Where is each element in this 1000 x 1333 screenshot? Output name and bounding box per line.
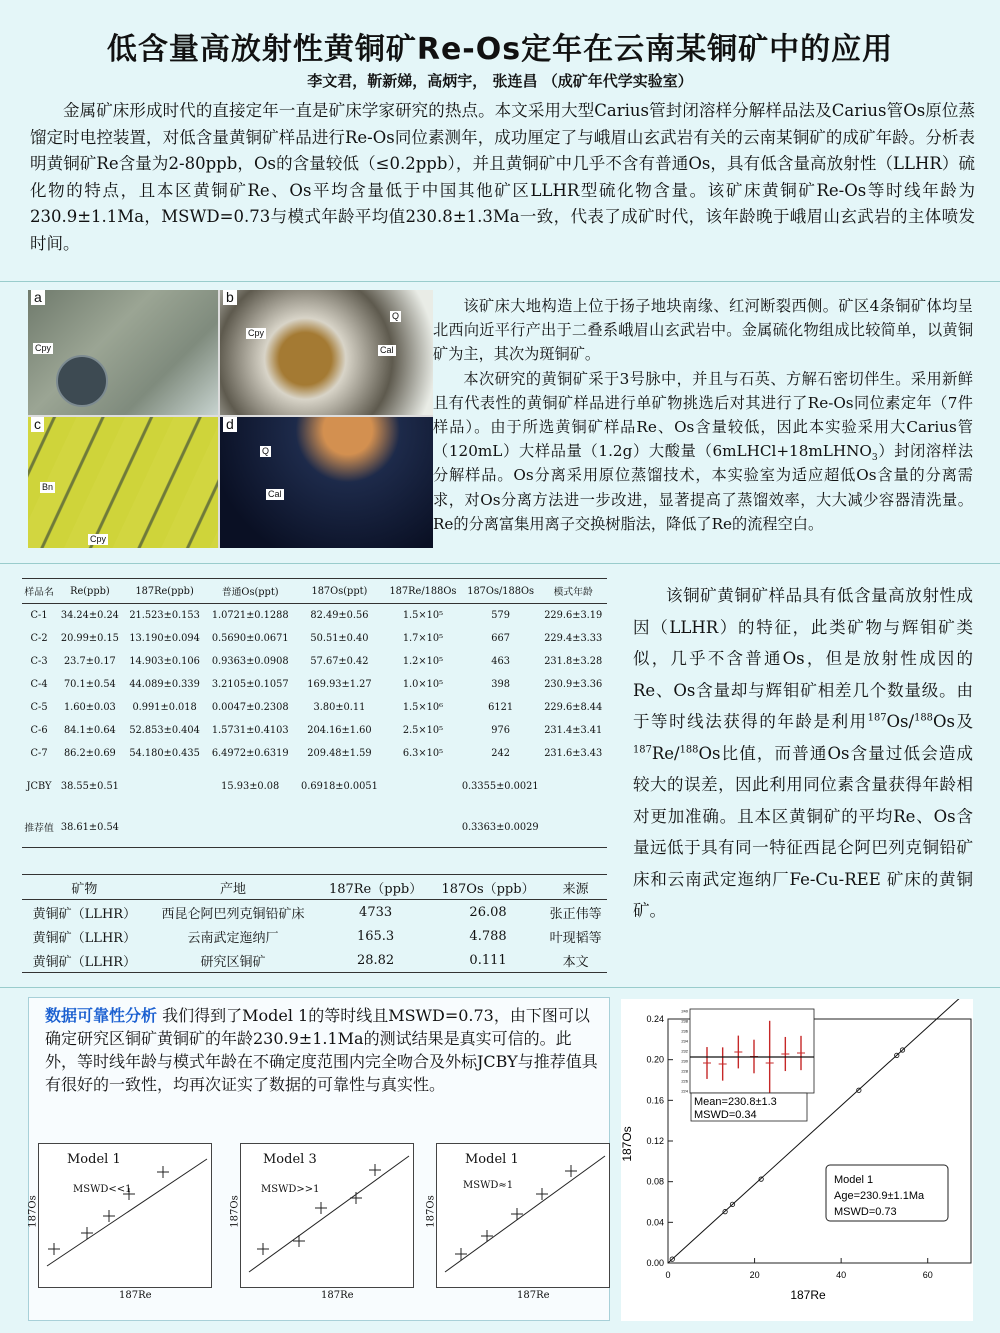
table-cell: 84.1±0.64 (63, 725, 116, 736)
table-row (22, 900, 607, 925)
table-cell: 4.788 (469, 928, 507, 944)
table-cell: 38.61±0.54 (56, 807, 123, 848)
table-cell: 1.0721±0.1288 (211, 610, 289, 621)
table-cell: 黄铜矿（LLHR） (22, 948, 147, 973)
table-cell: 230.9±3.36 (544, 679, 603, 690)
table-header-cell: Re(ppb) (56, 579, 123, 604)
model-svg (437, 1144, 609, 1287)
x-tick-label: 60 (922, 1270, 933, 1280)
table-cell: 86.2±0.69 (63, 748, 116, 759)
table-cell: 15.93±0.08 (221, 780, 280, 792)
table-cell: 西昆仑阿巴列克铜铅矿床 (161, 906, 305, 922)
mineral-label: Cpy (248, 328, 265, 338)
table-cell: 34.24±0.24 (60, 610, 119, 621)
photo-b-hand-specimen (220, 290, 433, 415)
data-point (293, 1235, 305, 1247)
table-header-cell: 样品名 (22, 579, 56, 604)
panel-label-a: a (31, 290, 45, 305)
table-cell: 6.3×10⁵ (402, 748, 444, 759)
table-cell: C-2 (30, 633, 48, 644)
table-header-cell: 来源 (544, 875, 607, 900)
inset-y-tick-label: 230 (681, 1058, 688, 1064)
model-name: Model 1 (67, 1152, 121, 1167)
y-axis-label: 187Os (621, 1126, 634, 1162)
table-row-jcby (22, 765, 607, 807)
poster-title: 低含量高放射性黄铜矿Re-Os定年在云南某铜矿中的应用 (106, 32, 894, 67)
isochron-chart (621, 999, 973, 1321)
table-cell: 204.16±1.60 (307, 725, 372, 736)
table-header-row (22, 875, 607, 900)
table-cell: 叶现韬等 (549, 930, 602, 946)
y-tick-label: 0.16 (646, 1095, 664, 1106)
table-row (22, 673, 607, 696)
mineral-label: Q (262, 446, 270, 456)
inset-y-tick-label: 224 (681, 1088, 688, 1094)
table-cell: 1.5×10⁶ (402, 702, 444, 713)
comparison-table (22, 874, 607, 973)
table-cell: 231.4±3.41 (544, 725, 603, 736)
table-cell: C-4 (30, 679, 48, 690)
model-xlabel: 187Re (321, 1290, 354, 1301)
table-cell: 张正伟等 (549, 906, 602, 922)
geology-text (433, 294, 973, 536)
table-cell: 463 (491, 656, 510, 667)
re-os-data-table (22, 578, 607, 848)
table-cell: C-7 (30, 748, 48, 759)
data-point (369, 1164, 381, 1176)
table-header-cell: 产地 (147, 875, 320, 900)
geology-paragraph-1: 该矿床大地构造上位于扬子地块南缘、红河断裂西侧。矿区4条铜矿体均呈北西向近平行产出于二叠系峨眉山玄武岩中。金属硫化物组成比较简单，以黄铜矿为主，其次为斑铜矿。 (433, 297, 973, 364)
table-cell: 44.089±0.339 (129, 679, 200, 690)
table-cell: 0.9363±0.0908 (211, 656, 289, 667)
table-cell: 0.5690±0.0671 (211, 633, 289, 644)
table-cell: 231.8±3.28 (544, 656, 603, 667)
legend-model: Model 1 (834, 1174, 874, 1186)
legend-age: Age=230.9±1.1Ma (834, 1190, 925, 1202)
table-row (22, 719, 607, 742)
model-mswd: MSWD≈1 (463, 1180, 514, 1191)
geology-paragraph-2: 本次研究的黄铜矿采于3号脉中，并且与石英、方解石密切伴生。采用新鲜且有代表性的黄铜矿样品进行单矿物挑选后对其进行了Re-Os同位素定年（7件样品）。由于所选黄铜矿样品Re、Os含量较低，因此本实验采用大Carius管（120mL）大样品量（1.2g）大酸量（6mLHCl+18mLHNO$_3$）封闭溶样法分解样品。Os分离采用原位蒸馏技术，本实验室为适应超低Os含量的分离需求，对Os分离方法进一步改进，显著提高了蒸馏效率，大大减少容器清洗量。Re的分离富集用离子交换树脂法，降低了Re的流程空白。 (433, 369, 974, 533)
table-cell: 0.111 (432, 948, 544, 973)
model-name: Model 3 (263, 1152, 317, 1167)
isochron-svg (621, 999, 973, 1321)
x-tick-label: 0 (665, 1270, 671, 1280)
model-ylabel: 187Os (229, 1195, 241, 1228)
data-point (157, 1166, 169, 1178)
divider (0, 563, 1000, 564)
table-cell: 0.3355±0.0021 (461, 780, 539, 792)
photo-a-hand-specimen (28, 290, 218, 415)
mineral-label: Cal (380, 345, 394, 355)
model-xlabel: 187Re (517, 1290, 550, 1301)
table-cell: 1.2×10⁵ (402, 656, 444, 667)
llhr-discussion-text: 该铜矿黄铜矿样品具有低含量高放射性成因（LLHR）的特征，此类矿物与辉钼矿类似，几乎不含普通Os，但是放射性成因的Re、Os含量却与辉钼矿相差几个数量级。由于等时线法获得的年龄是利用$^{187}$Os/$^{188}$Os及$^{187}$Re/$^{188}$Os比值，而普通Os含量过低会造成较大的误差，因此利用同位素含量获得年龄相对更加准确。且本区黄铜矿的平均Re、Os含量远低于具有同一特征西昆仑阿巴列克铜铅矿床和云南武定迤纳厂Fe-Cu-REE 矿床的黄铜矿。 (633, 586, 973, 920)
y-tick-label: 0.04 (646, 1217, 664, 1228)
table-cell: 976 (491, 725, 510, 736)
model-name: Model 1 (465, 1152, 519, 1167)
sample-photos (28, 290, 433, 548)
table-header-cell: 187Os/188Os (462, 579, 540, 604)
table-cell: 229.6±3.19 (544, 610, 603, 621)
table-row-recommended (22, 807, 607, 848)
inset-y-tick-label: 234 (681, 1038, 688, 1044)
table-header-cell: 187Re（ppb） (319, 875, 432, 900)
panel-label-b: b (223, 290, 237, 305)
table-cell: 667 (491, 633, 510, 644)
table-cell: 3.2105±0.1057 (211, 679, 289, 690)
reliability-heading: 数据可靠性分析 (45, 1006, 158, 1025)
table-cell: 0.991±0.018 (132, 702, 197, 713)
mineral-label: Cpy (90, 534, 107, 544)
table-header-cell: 187Os（ppb） (432, 875, 544, 900)
data-point (350, 1192, 362, 1204)
table-cell: 26.08 (469, 904, 507, 920)
table-cell: 229.4±3.33 (544, 633, 603, 644)
y-tick-label: 0.00 (646, 1258, 664, 1268)
inset-frame (690, 1009, 814, 1093)
table-cell: 14.903±0.106 (129, 656, 200, 667)
table-cell: 云南武定迤纳厂 (187, 930, 279, 946)
table-cell: 229.6±8.44 (544, 702, 603, 713)
table-row (22, 696, 607, 719)
table-row (22, 742, 607, 765)
table-cell: 57.67±0.42 (310, 656, 369, 667)
x-axis-label: 187Re (790, 1288, 826, 1302)
table-cell: 3.80±0.11 (313, 702, 366, 713)
table-cell: 28.82 (319, 948, 432, 973)
table-cell: 38.55±0.51 (60, 780, 119, 792)
table-cell: C-5 (30, 702, 48, 713)
table-cell: 1.0×10⁵ (402, 679, 444, 690)
table-cell: 231.6±3.43 (544, 748, 603, 759)
mineral-label: Cal (268, 489, 282, 499)
x-tick-label: 20 (749, 1270, 760, 1280)
table-cell: 82.49±0.56 (310, 610, 369, 621)
model-1-chart (27, 1143, 212, 1301)
table-cell: 6121 (488, 702, 514, 713)
data-point (481, 1230, 493, 1242)
table-cell: C-3 (30, 656, 48, 667)
model-svg (39, 1144, 211, 1287)
table-cell: 70.1±0.54 (63, 679, 116, 690)
photo-d-cross-polarized (220, 417, 433, 548)
y-tick-label: 0.24 (646, 1014, 664, 1024)
regression-line (445, 1156, 605, 1272)
table-row (22, 948, 607, 973)
table-header-cell: 矿物 (22, 875, 147, 900)
data-point (511, 1208, 523, 1220)
data-point (315, 1202, 327, 1214)
inset-y-tick-label: 240 (681, 1008, 688, 1014)
data-point (565, 1165, 577, 1177)
inset-mswd-label: MSWD=0.34 (694, 1109, 757, 1121)
table-header-cell: 187Os(ppt) (295, 579, 384, 604)
panel-label-d: d (223, 417, 237, 432)
table-cell: 0.0047±0.2308 (211, 702, 289, 713)
data-point (455, 1248, 467, 1260)
table-cell: 研究区铜矿 (147, 948, 320, 973)
table-cell: 1.5×10⁵ (402, 610, 444, 621)
model-3-chart (425, 1143, 610, 1301)
table-cell: C-6 (30, 725, 48, 736)
y-tick-label: 0.08 (646, 1176, 664, 1187)
divider (0, 281, 1000, 282)
mineral-label: Bn (42, 482, 54, 492)
table-cell: 0.3363±0.0029 (462, 807, 607, 848)
table-cell: 20.99±0.15 (60, 633, 119, 644)
table-cell: C-1 (30, 610, 48, 621)
inset-y-tick-label: 238 (681, 1018, 688, 1024)
model-mswd: MSWD>>1 (261, 1184, 320, 1195)
table-header-cell: 普通Os(ppt) (206, 579, 295, 604)
regression-line (47, 1159, 207, 1266)
table-cell: 2.5×10⁵ (402, 725, 444, 736)
table-row (22, 924, 607, 948)
model-xlabel: 187Re (119, 1290, 152, 1301)
table-cell: 1.60±0.03 (63, 702, 116, 713)
table-row (22, 650, 607, 673)
model-ylabel: 187Os (425, 1195, 437, 1228)
mineral-label: Q (392, 311, 400, 321)
data-point (257, 1243, 269, 1255)
photo-c-reflected-light (28, 417, 218, 548)
inset-mean-label: Mean=230.8±1.3 (694, 1096, 777, 1108)
table-cell: 242 (491, 748, 510, 759)
x-tick-label: 40 (836, 1270, 847, 1280)
table-cell: 23.7±0.17 (63, 656, 116, 667)
y-tick-label: 0.20 (646, 1054, 664, 1065)
table-cell: 579 (491, 610, 510, 621)
regression-line (249, 1156, 409, 1272)
table-cell: 黄铜矿（LLHR） (32, 930, 137, 946)
table-cell: 黄铜矿（LLHR） (32, 906, 137, 922)
table-cell: 54.180±0.435 (129, 748, 200, 759)
table-cell: 4733 (359, 904, 393, 920)
table-cell: 6.4972±0.6319 (211, 748, 289, 759)
table-row (22, 627, 607, 650)
table-cell: 本文 (544, 948, 607, 973)
model-mswd: MSWD<<1 (73, 1184, 132, 1195)
authors: 李文君，靳新娣，高炳宇， 张连昌 （成矿年代学实验室） (307, 72, 693, 90)
table-cell: 21.523±0.153 (129, 610, 200, 621)
table-cell: 52.853±0.404 (129, 725, 200, 736)
reliability-text: 数据可靠性分析 我们得到了Model 1的等时线且MSWD=0.73，由下图可以确定研究区铜矿黄铜矿的年龄230.9±1.1Ma的测试结果是真实可信的。此外，等时线年龄与模式年龄在不确定度范围内完全吻合及外标JCBY与推荐值具有很好的一致性，均再次证实了数据的可靠性与真实性。 (45, 1006, 598, 1094)
data-point (81, 1227, 93, 1239)
table-cell: 1.5731±0.4103 (211, 725, 289, 736)
table-cell: 209.48±1.59 (307, 748, 372, 759)
table-cell: 169.93±1.27 (307, 679, 372, 690)
table-cell: 1.7×10⁵ (402, 633, 444, 644)
table-cell: 50.51±0.40 (310, 633, 369, 644)
table-header-row (22, 579, 607, 604)
model-2-chart (229, 1143, 414, 1301)
table-header-cell: 187Re(ppb) (124, 579, 206, 604)
table-cell: 0.6918±0.0051 (301, 780, 378, 792)
table-cell: JCBY (26, 780, 52, 792)
inset-y-tick-label: 236 (681, 1028, 688, 1034)
inset-y-tick-label: 228 (681, 1068, 688, 1074)
table-cell: 13.190±0.094 (129, 633, 200, 644)
model-ylabel: 187Os (27, 1195, 39, 1228)
legend-mswd: MSWD=0.73 (834, 1206, 897, 1218)
data-point (103, 1210, 115, 1222)
data-point (48, 1243, 60, 1255)
table-header-cell: 模式年龄 (539, 579, 607, 604)
divider (0, 987, 1000, 988)
inset-y-tick-label: 226 (681, 1078, 688, 1084)
table-row (22, 604, 607, 628)
inset-y-tick-label: 232 (681, 1048, 688, 1054)
panel-label-c: c (31, 417, 44, 432)
table-cell: 398 (491, 679, 510, 690)
y-tick-label: 0.12 (646, 1136, 664, 1146)
table-cell: 推荐值 (22, 807, 56, 848)
table-header-cell: 187Re/188Os (384, 579, 462, 604)
table-cell: 165.3 (356, 928, 395, 944)
mineral-label: Cpy (35, 343, 52, 353)
abstract-text: 金属矿床形成时代的直接定年一直是矿床学家研究的热点。本文采用大型Carius管封闭溶样分解样品法及Carius管Os原位蒸馏定时电控装置，对低含量黄铜矿样品进行Re-Os同位素测年，成功厘定了与峨眉山玄武岩有关的云南某铜矿的成矿年龄。分析表明黄铜矿Re含量为2-80ppb，Os的含量较低（≤0.2ppb），并且黄铜矿中几乎不含有普通Os，具有低含量高放射性（LLHR）硫化物的特点，且本区黄铜矿Re、Os平均含量低于中国其他矿区LLHR型硫化物含量。该矿床黄铜矿Re-Os等时线年龄为230.9±1.1Ma，MSWD=0.73与模式年龄平均值230.8±1.3Ma一致，代表了成矿时代，该年龄晚于峨眉山玄武岩的主体喷发时间。 (30, 101, 975, 253)
